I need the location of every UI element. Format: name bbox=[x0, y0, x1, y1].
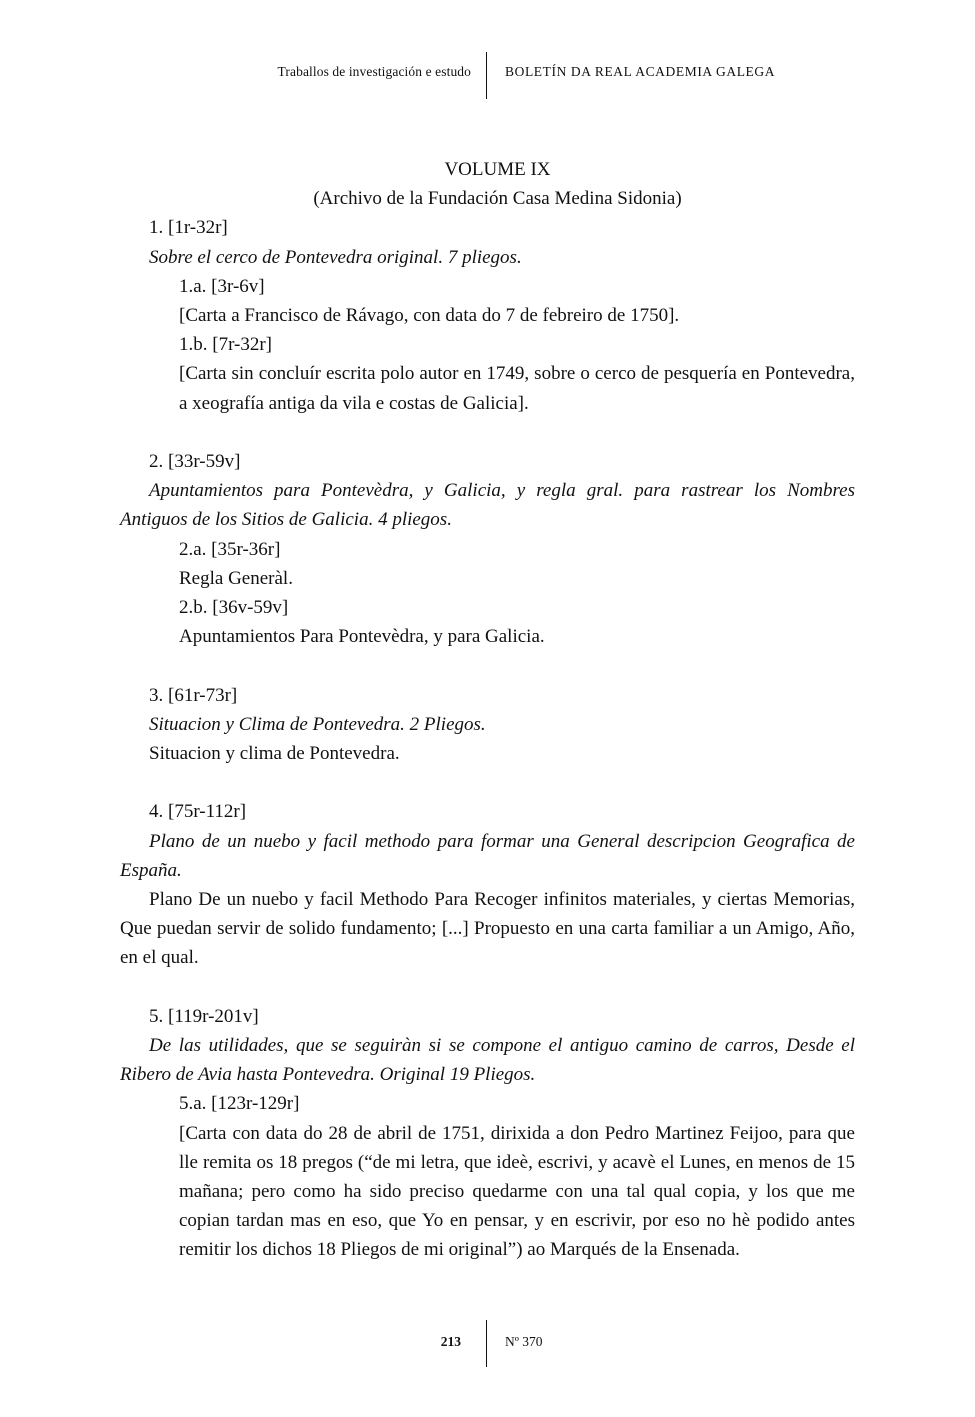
spacer bbox=[120, 973, 855, 1002]
subentry-text: [Carta a Francisco de Rávago, con data do 7 de febreiro de 1750]. bbox=[179, 305, 680, 327]
entry-title: Situacion y Clima de Pontevedra. 2 Pliegos. bbox=[149, 713, 486, 735]
entry-5 bbox=[120, 1002, 855, 1265]
subentry-heading: 1.b. [7r-32r] bbox=[179, 334, 273, 356]
page-footer bbox=[0, 1320, 975, 1370]
entry-title: Plano de un nuebo y facil methodo para formar una General descripcion Geografica de España. bbox=[120, 830, 855, 881]
entry-4 bbox=[120, 797, 855, 972]
spacer bbox=[120, 768, 855, 797]
subentry-heading: 5.a. [123r-129r] bbox=[179, 1093, 300, 1115]
subentry-heading: 2.b. [36v-59v] bbox=[179, 597, 289, 619]
page-body bbox=[120, 155, 855, 1265]
entry-3 bbox=[120, 681, 855, 769]
header-divider bbox=[486, 52, 487, 99]
volume-title: VOLUME IX bbox=[444, 159, 551, 180]
subentry-text: Regla Generàl. bbox=[179, 567, 293, 589]
header-section: Traballos de investigación e estudo bbox=[277, 64, 471, 79]
entry-1 bbox=[120, 213, 855, 417]
subentry-heading: 1.a. [3r-6v] bbox=[179, 275, 265, 297]
entry-2 bbox=[120, 447, 855, 651]
subentry-text: [Carta con data do 28 de abril de 1751, dirixida a don Pedro Martinez Feijoo, para que lle remita os 18 pregos (“de mi letra, que ideè, escrivi, y acavè el Lunes, en menos de 15 mañana; pero como ha sido preciso quedarme con una tal qual copia, y los que me copian tardan mas en eso, que Yo en pensar, y en escrivir, por eso no hè podido antes remitir los dichos 18 Pliegos de mi original”) ao Marqués de la Ensenada. bbox=[179, 1122, 855, 1261]
subentry-text: [Carta sin concluír escrita polo autor en 1749, sobre o cerco de pesquería en Pontevedra, a xeografía antiga da vila e costas de Galicia]. bbox=[179, 363, 855, 414]
issue-number: Nº 370 bbox=[505, 1334, 543, 1349]
spacer bbox=[120, 651, 855, 680]
entry-title: Sobre el cerco de Pontevedra original. 7 pliegos. bbox=[149, 246, 522, 268]
page-number: 213 bbox=[440, 1334, 461, 1349]
entry-heading: 1. [1r-32r] bbox=[149, 217, 228, 239]
entry-heading: 4. [75r-112r] bbox=[149, 801, 247, 823]
entry-title: Apuntamientos para Pontevèdra, y Galicia, y regla gral. para rastrear los Nombres Antiguos de los Sitios de Galicia. 4 pliegos. bbox=[120, 480, 855, 531]
entry-heading: 2. [33r-59v] bbox=[149, 451, 241, 473]
footer-divider bbox=[486, 1320, 487, 1367]
header-journal: BOLETÍN DA REAL ACADEMIA GALEGA bbox=[505, 64, 776, 79]
entry-heading: 5. [119r-201v] bbox=[149, 1005, 259, 1027]
spacer bbox=[120, 418, 855, 447]
entry-title: De las utilidades, que se seguiràn si se compone el antiguo camino de carros, Desde el Ribero de Avia hasta Pontevedra. Original 19 Pliegos. bbox=[120, 1035, 855, 1086]
archive-subtitle: (Archivo de la Fundación Casa Medina Sidonia) bbox=[313, 188, 682, 210]
running-header bbox=[0, 52, 975, 100]
subentry-text: Apuntamientos Para Pontevèdra, y para Galicia. bbox=[179, 626, 545, 648]
entry-text: Plano De un nuebo y facil Methodo Para Recoger infinitos materiales, y ciertas Memorias, Que puedan servir de solido fundamento; [...] Propuesto en una carta familiar a un Amigo, Año, en el qual. bbox=[120, 889, 855, 969]
entry-heading: 3. [61r-73r] bbox=[149, 684, 238, 706]
entry-text: Situacion y clima de Pontevedra. bbox=[149, 743, 400, 765]
subentry-heading: 2.a. [35r-36r] bbox=[179, 538, 281, 560]
